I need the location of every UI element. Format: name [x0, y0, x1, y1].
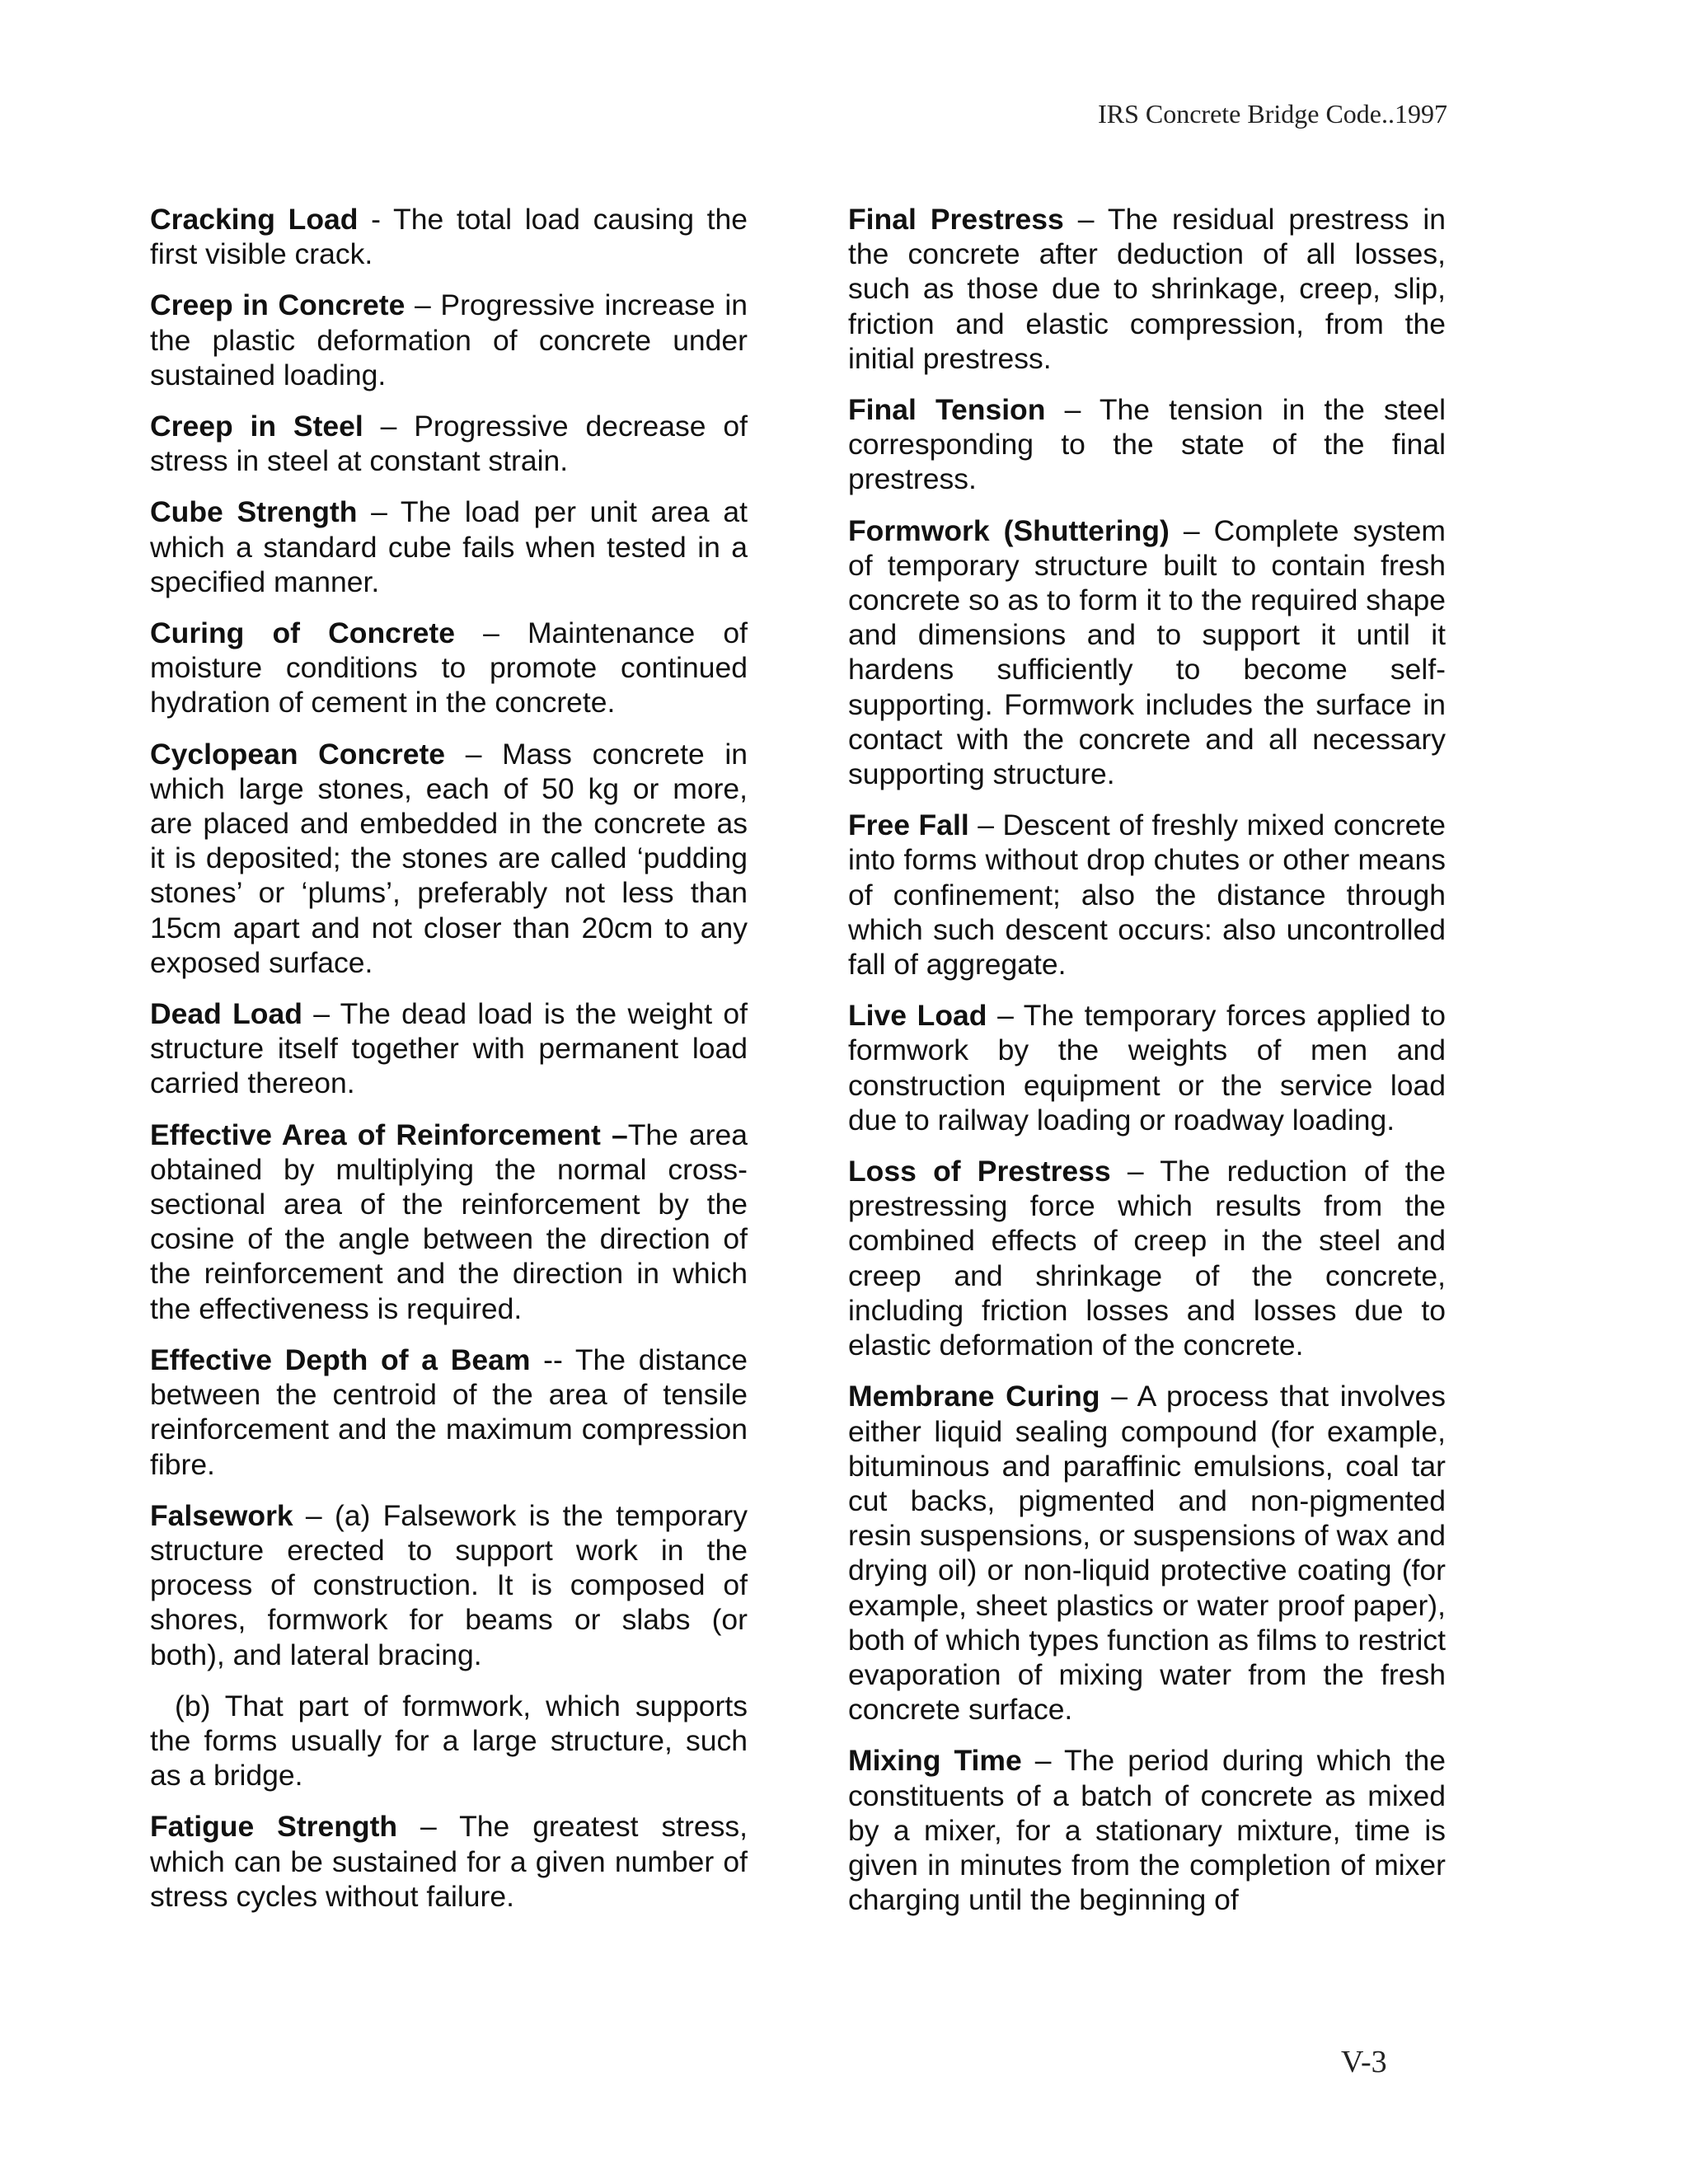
term: Effective Depth of a Beam [150, 1343, 531, 1376]
definition: - The total load causing the first visible crack. [150, 203, 748, 271]
definition-entry [150, 288, 748, 392]
definition: – The temporary forces applied to formwork by the weights of men and construction equipment or the service load due to railway loading or roadway loading. [848, 999, 1446, 1137]
definition-continuation [150, 1689, 748, 1793]
definition: – (a) Falsework is the temporary structure erected to support work in the process of construction. It is composed of shores, formwork for beams or slabs (or both), and lateral bracing. [150, 1498, 748, 1671]
term: Membrane Curing [848, 1380, 1100, 1413]
definition: – The residual prestress in the concrete after deduction of all losses, such as those due to shrinkage, creep, slip, friction and elastic compression, from the initial prestress. [848, 203, 1446, 375]
term: Curing of Concrete [150, 616, 455, 650]
definition-entry [848, 808, 1446, 982]
page-number: V-3 [1341, 2045, 1387, 2079]
term: Creep in Steel [150, 410, 363, 443]
term: Dead Load [150, 997, 302, 1031]
term: Falsework [150, 1498, 293, 1532]
definition: The area obtained by multiplying the normal cross-sectional area of the reinforcement by the cosine of the angle between the direction of the reinforcement and the direction in which the effectiveness is required. [150, 1118, 748, 1325]
term: Creep in Concrete [150, 288, 406, 322]
definition: – The load per unit area at which a standard cube fails when tested in a specified manner. [150, 495, 748, 598]
definition-entry [150, 202, 748, 271]
definition: – The greatest stress, which can be sustained for a given number of stress cycles without failure. [150, 1810, 748, 1913]
definition-entry [150, 616, 748, 720]
definition: – A process that involves either liquid sealing compound (for example, bituminous and paraffinic emulsions, coal tar cut backs, pigmented and non-pigmented resin suspensions, or suspensions of wax and drying oil) or non-liquid protective coating (for example, sheet plastics or water proof paper), both of which types function as films to restrict evaporation of mixing water from the fresh concrete surface. [848, 1380, 1446, 1727]
term: Cracking Load [150, 203, 359, 236]
term: Effective Area of Reinforcement – [150, 1118, 628, 1151]
term: Live Load [848, 999, 987, 1033]
definition: – Progressive decrease of stress in steel at constant strain. [150, 410, 748, 478]
definition: – The period during which the constituents of a batch of concrete as mixed by a mixer, for a stationary mixture, time is given in minutes from the completion of mixer charging until the beginning of [848, 1744, 1446, 1917]
definition: – The dead load is the weight of structure itself together with permanent load carried thereon. [150, 997, 748, 1100]
definition-entry [150, 1809, 748, 1914]
term: Loss of Prestress [848, 1155, 1111, 1188]
definition-entry [848, 998, 1446, 1137]
definition-entry [150, 1498, 748, 1672]
definition-entry [150, 1118, 748, 1326]
term: Final Tension [848, 393, 1046, 427]
term: Formwork (Shuttering) [848, 513, 1170, 547]
running-header: IRS Concrete Bridge Code..1997 [1098, 99, 1447, 129]
definition: – Maintenance of moisture conditions to promote continued hydration of cement in the concrete. [150, 616, 748, 719]
definition-entry [150, 996, 748, 1101]
term: Fatigue Strength [150, 1810, 398, 1844]
definition-entry [150, 737, 748, 980]
definition: – Descent of freshly mixed concrete into forms without drop chutes or other means of confinement; also the distance through which such descent occurs: also uncontrolled fall of aggregate. [848, 808, 1446, 982]
definition-entry [848, 392, 1446, 497]
definition-entry [150, 1343, 748, 1482]
definition-entry [150, 494, 748, 599]
right-column [848, 202, 1446, 1933]
definition: – Mass concrete in which large stones, each of 50 kg or more, are placed and embedded in the concrete as it is deposited; the stones are called ‘pudding stones’ or ‘plums’, preferably not less than 15cm apart and not closer than 20cm to any exposed surface. [150, 737, 748, 979]
term: Free Fall [848, 808, 969, 842]
definition: – Progressive increase in the plastic deformation of concrete under sustained loading. [150, 288, 748, 391]
left-column [150, 202, 748, 1930]
definition: (b) That part of formwork, which supports the forms usually for a large structure, such as a bridge. [150, 1689, 748, 1793]
definition-entry [848, 202, 1446, 376]
definition: -- The distance between the centroid of the area of tensile reinforcement and the maximum compression fibre. [150, 1343, 748, 1481]
definition-entry [848, 1379, 1446, 1727]
term: Cyclopean Concrete [150, 737, 446, 771]
term: Cube Strength [150, 495, 358, 529]
definition-entry [150, 409, 748, 478]
term: Mixing Time [848, 1744, 1022, 1778]
term: Final Prestress [848, 203, 1064, 236]
definition: – The reduction of the prestressing force which results from the combined effects of creep in the steel and creep and shrinkage of the concrete, including friction losses and losses due to elastic deformation of the concrete. [848, 1155, 1447, 1362]
definition: – Complete system of temporary structure built to contain fresh concrete so as to form it to the required shape and dimensions and to support it until it hardens sufficiently to become self-supporting. Formwork includes the surface in contact with the concrete and all necessary supporting structure. [848, 513, 1446, 791]
definition-entry [848, 513, 1446, 792]
definition-entry [848, 1743, 1446, 1917]
definition-entry [848, 1154, 1446, 1362]
definition: – The tension in the steel corresponding to the state of the final prestress. [848, 393, 1446, 496]
